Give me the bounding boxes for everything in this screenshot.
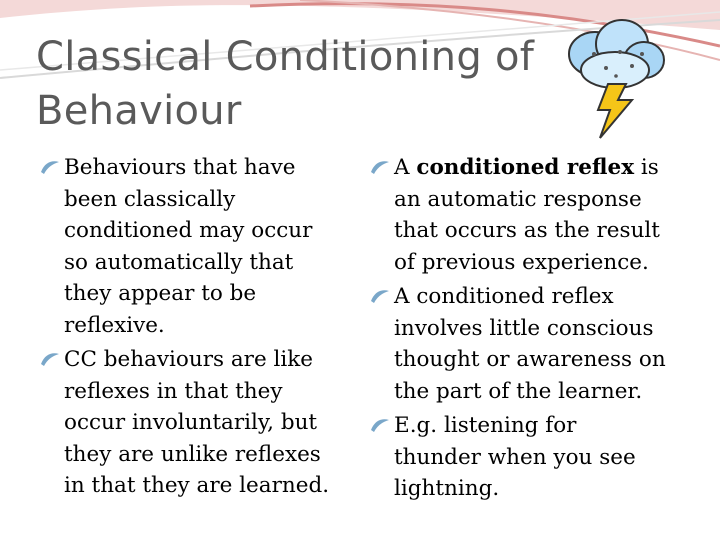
swoosh-bullet-icon [370, 160, 390, 176]
swoosh-bullet-icon [370, 418, 390, 434]
text-line: involves little conscious [394, 315, 654, 341]
text-line: lightning. [394, 476, 500, 501]
left-bullet-1 [40, 152, 340, 341]
text-line: Behaviours that have [64, 155, 296, 180]
text-line [394, 152, 690, 184]
text-line: CC behaviours are like [64, 347, 314, 372]
text-line: thunder when you see [394, 444, 636, 470]
right-column [370, 152, 690, 508]
text-line: E.g. listening for [394, 413, 577, 438]
storm-cloud-lightning-icon [560, 14, 670, 144]
text-line: occur involuntarily, but [64, 410, 318, 435]
swoosh-bullet-icon [40, 352, 60, 368]
right-bullet-1 [370, 152, 690, 278]
text-line: they are unlike reflexes [64, 441, 321, 467]
text-line: conditioned may occur [64, 218, 313, 243]
text-line: of previous experience. [394, 249, 649, 275]
left-column [40, 152, 340, 505]
text-line: in that they are learned. [64, 473, 330, 498]
text-line: reflexive. [64, 312, 165, 338]
text-line: they appear to be [64, 281, 257, 306]
left-bullet-2 [40, 344, 340, 502]
swoosh-bullet-icon [370, 289, 390, 305]
title-line-2: Behaviour [36, 88, 242, 134]
text-line: thought or awareness on [394, 347, 666, 372]
text-run: A [394, 155, 417, 180]
text-line: so automatically that [64, 249, 294, 275]
right-bullet-2 [370, 281, 690, 407]
title-line-1: Classical Conditioning of [36, 34, 535, 80]
text-run: is [634, 155, 659, 180]
text-line: reflexes in that they [64, 378, 283, 404]
right-bullet-3 [370, 410, 690, 505]
text-line: the part of the learner. [394, 378, 643, 404]
text-line: been classically [64, 186, 236, 212]
text-line: A conditioned reflex [394, 284, 614, 309]
swoosh-bullet-icon [40, 160, 60, 176]
bold-term: conditioned reflex [416, 155, 635, 180]
text-line: an automatic response [394, 186, 642, 212]
text-line: that occurs as the result [394, 218, 660, 243]
slide-title [36, 30, 536, 138]
